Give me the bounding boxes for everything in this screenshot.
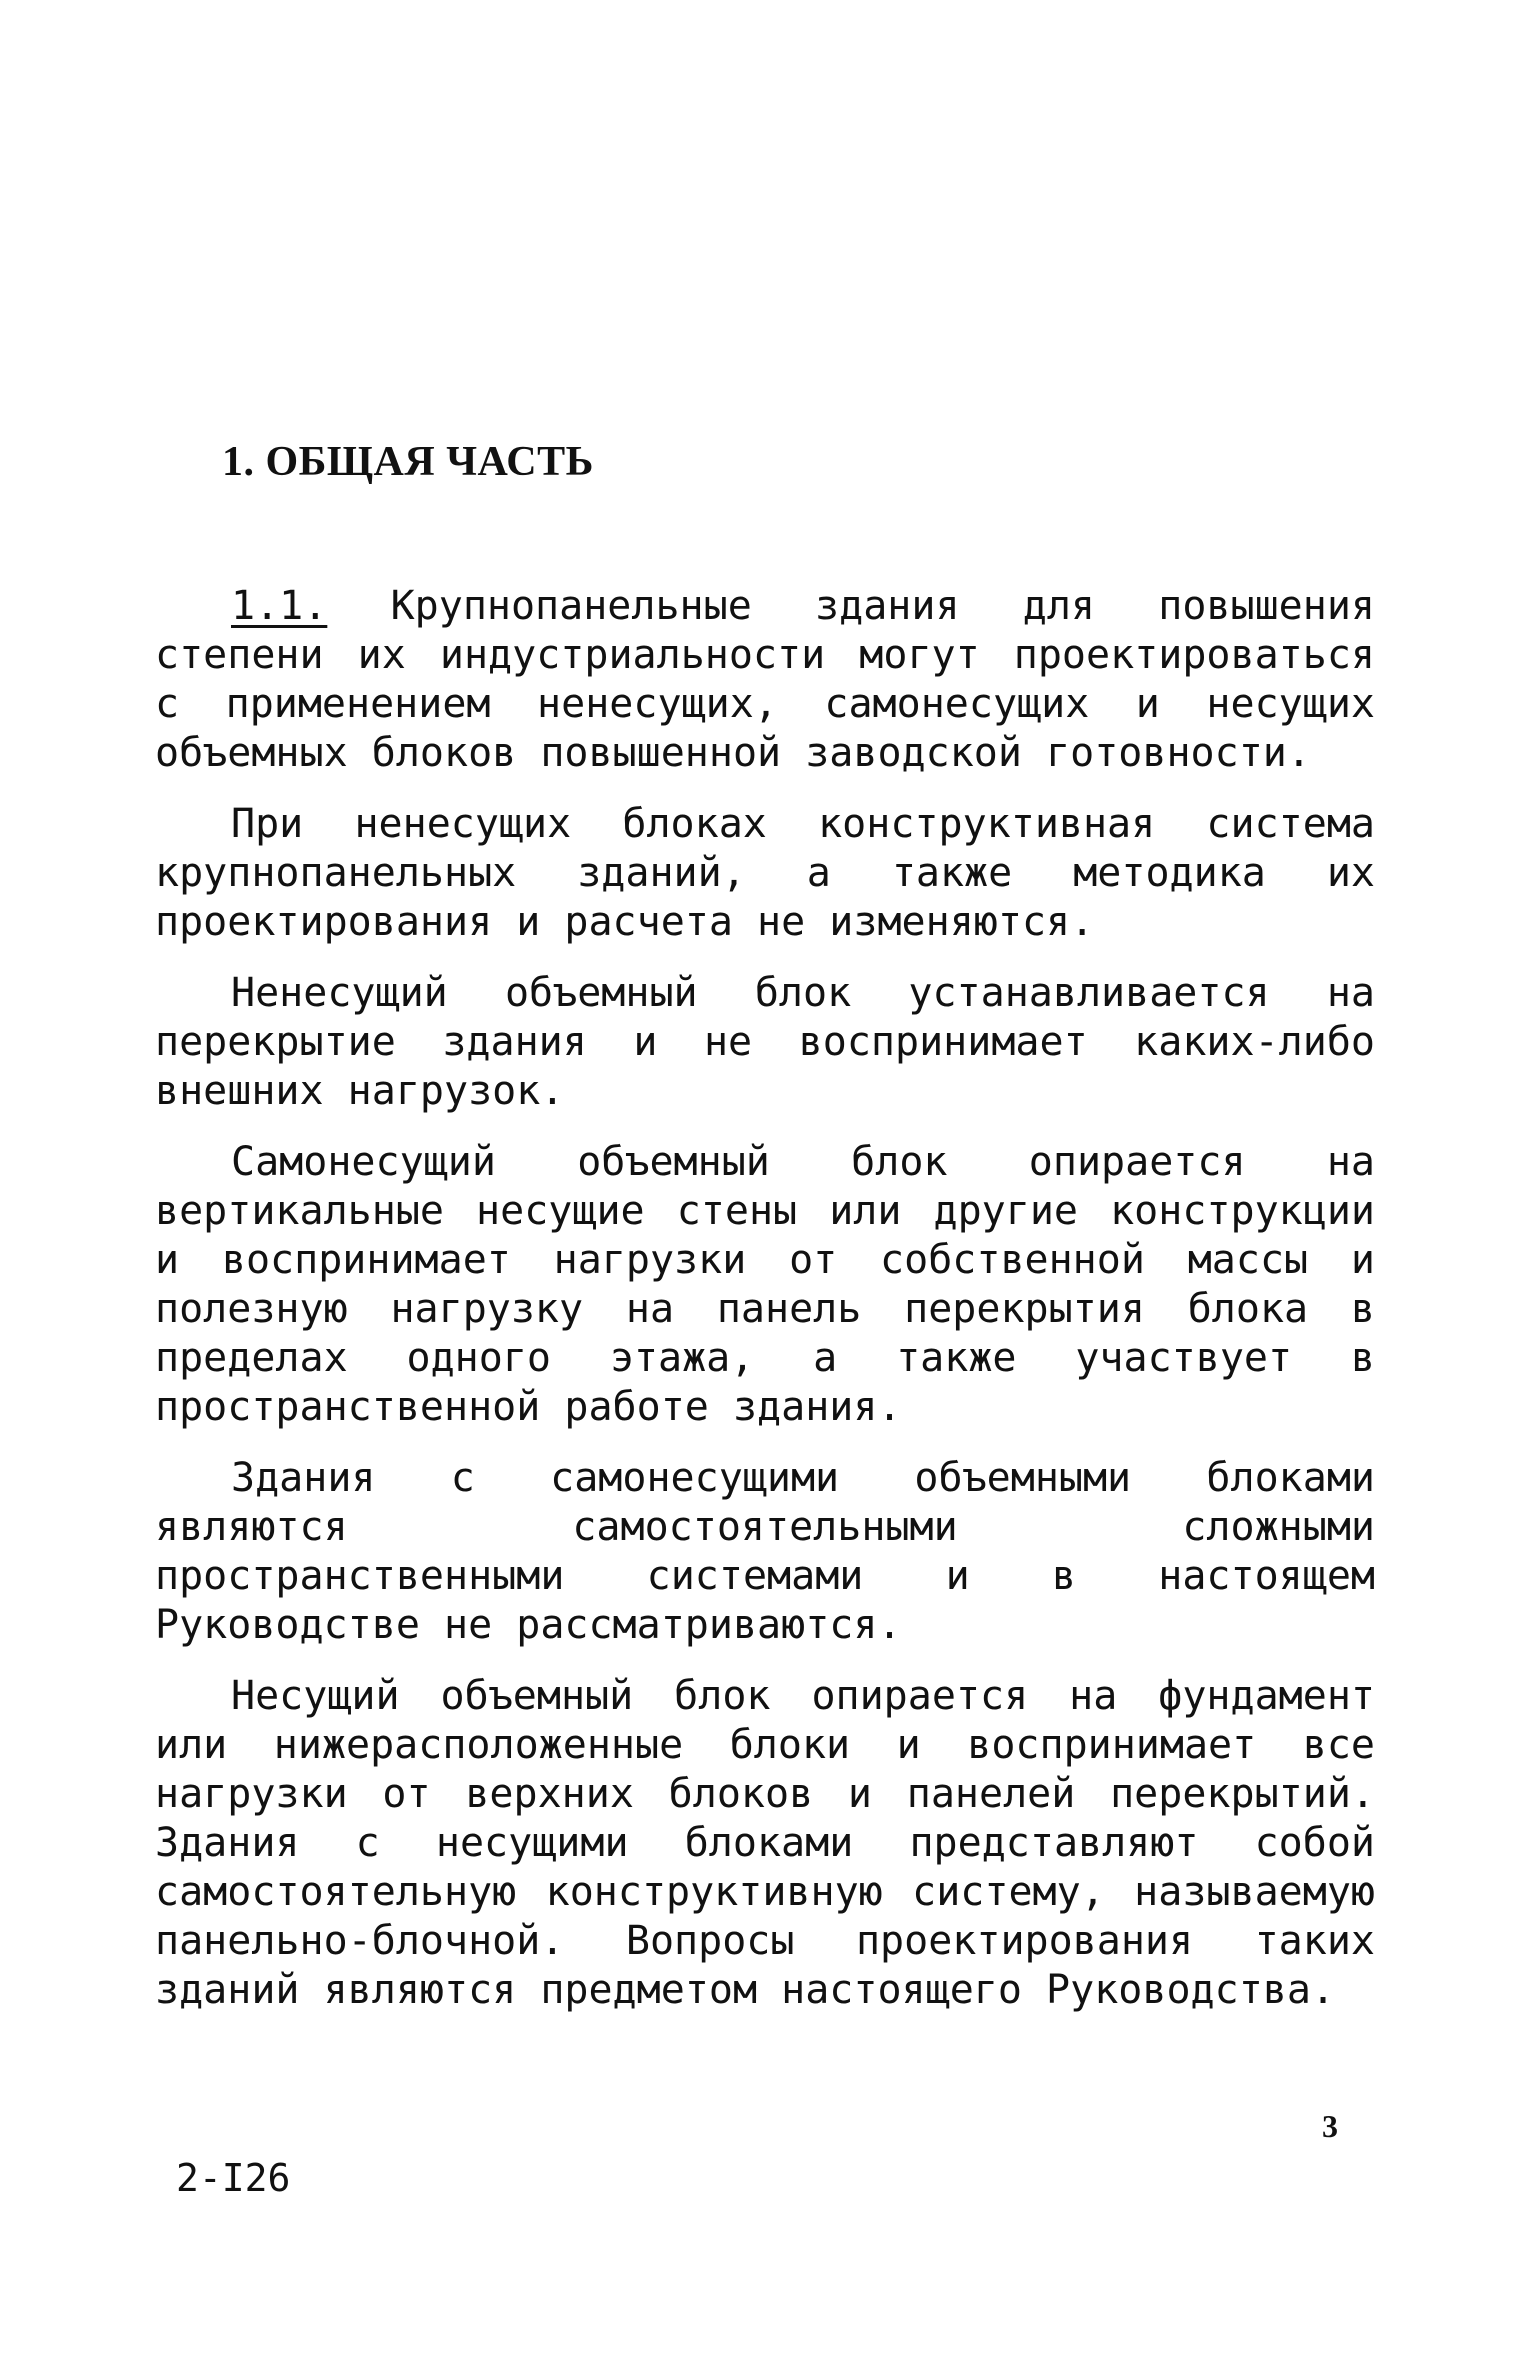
paragraph-text: Крупнопанельные здания для повышения степени их индустриальности могут проектироваться с применением ненесущих, самонесущих и несущих объемных блоков повышенной заводской готовности. [155, 583, 1375, 776]
paragraph-1-1 [155, 582, 1375, 778]
clause-number: 1.1. [231, 583, 328, 629]
paragraph-non-load-bearing-block: Ненесущий объемный блок устанавливается на перекрытие здания и не воспринимает каких-либо внешних нагрузок. [155, 970, 1375, 1114]
section-title: 1. ОБЩАЯ ЧАСТЬ [222, 439, 594, 485]
paragraph-non-load-bearing: При ненесущих блоках конструктивная система крупнопанельных зданий, а также методика их проектирования и расчета не изменяются. [155, 801, 1375, 945]
body-text [155, 582, 1375, 2037]
page-number: 3 [1322, 2108, 1338, 2144]
paragraph-self-supporting-block: Самонесущий объемный блок опирается на вертикальные несущие стены или другие конструкции и воспринимает нагрузки от собственной массы и полезную нагрузку на панель перекрытия блока в пределах одного этажа, а также участвует в пространственной работе здания. [155, 1139, 1375, 1430]
print-code: 2-I26 [176, 2156, 291, 2200]
paragraph-self-supporting-buildings: Здания с самонесущими объемными блоками являются самостоятельными сложными пространственными системами и в настоящем Руководстве не рассматриваются. [155, 1455, 1375, 1648]
paragraph-load-bearing-block: Несущий объемный блок опирается на фундамент или нижерасположенные блоки и воспринимает все нагрузки от верхних блоков и панелей перекрытий. Здания с несущими блоками представляют собой самостоятельную конструктивную систему, называемую панельно-блочной. Вопросы проектирования таких зданий являются предметом настоящего Руководства. [155, 1673, 1375, 2013]
